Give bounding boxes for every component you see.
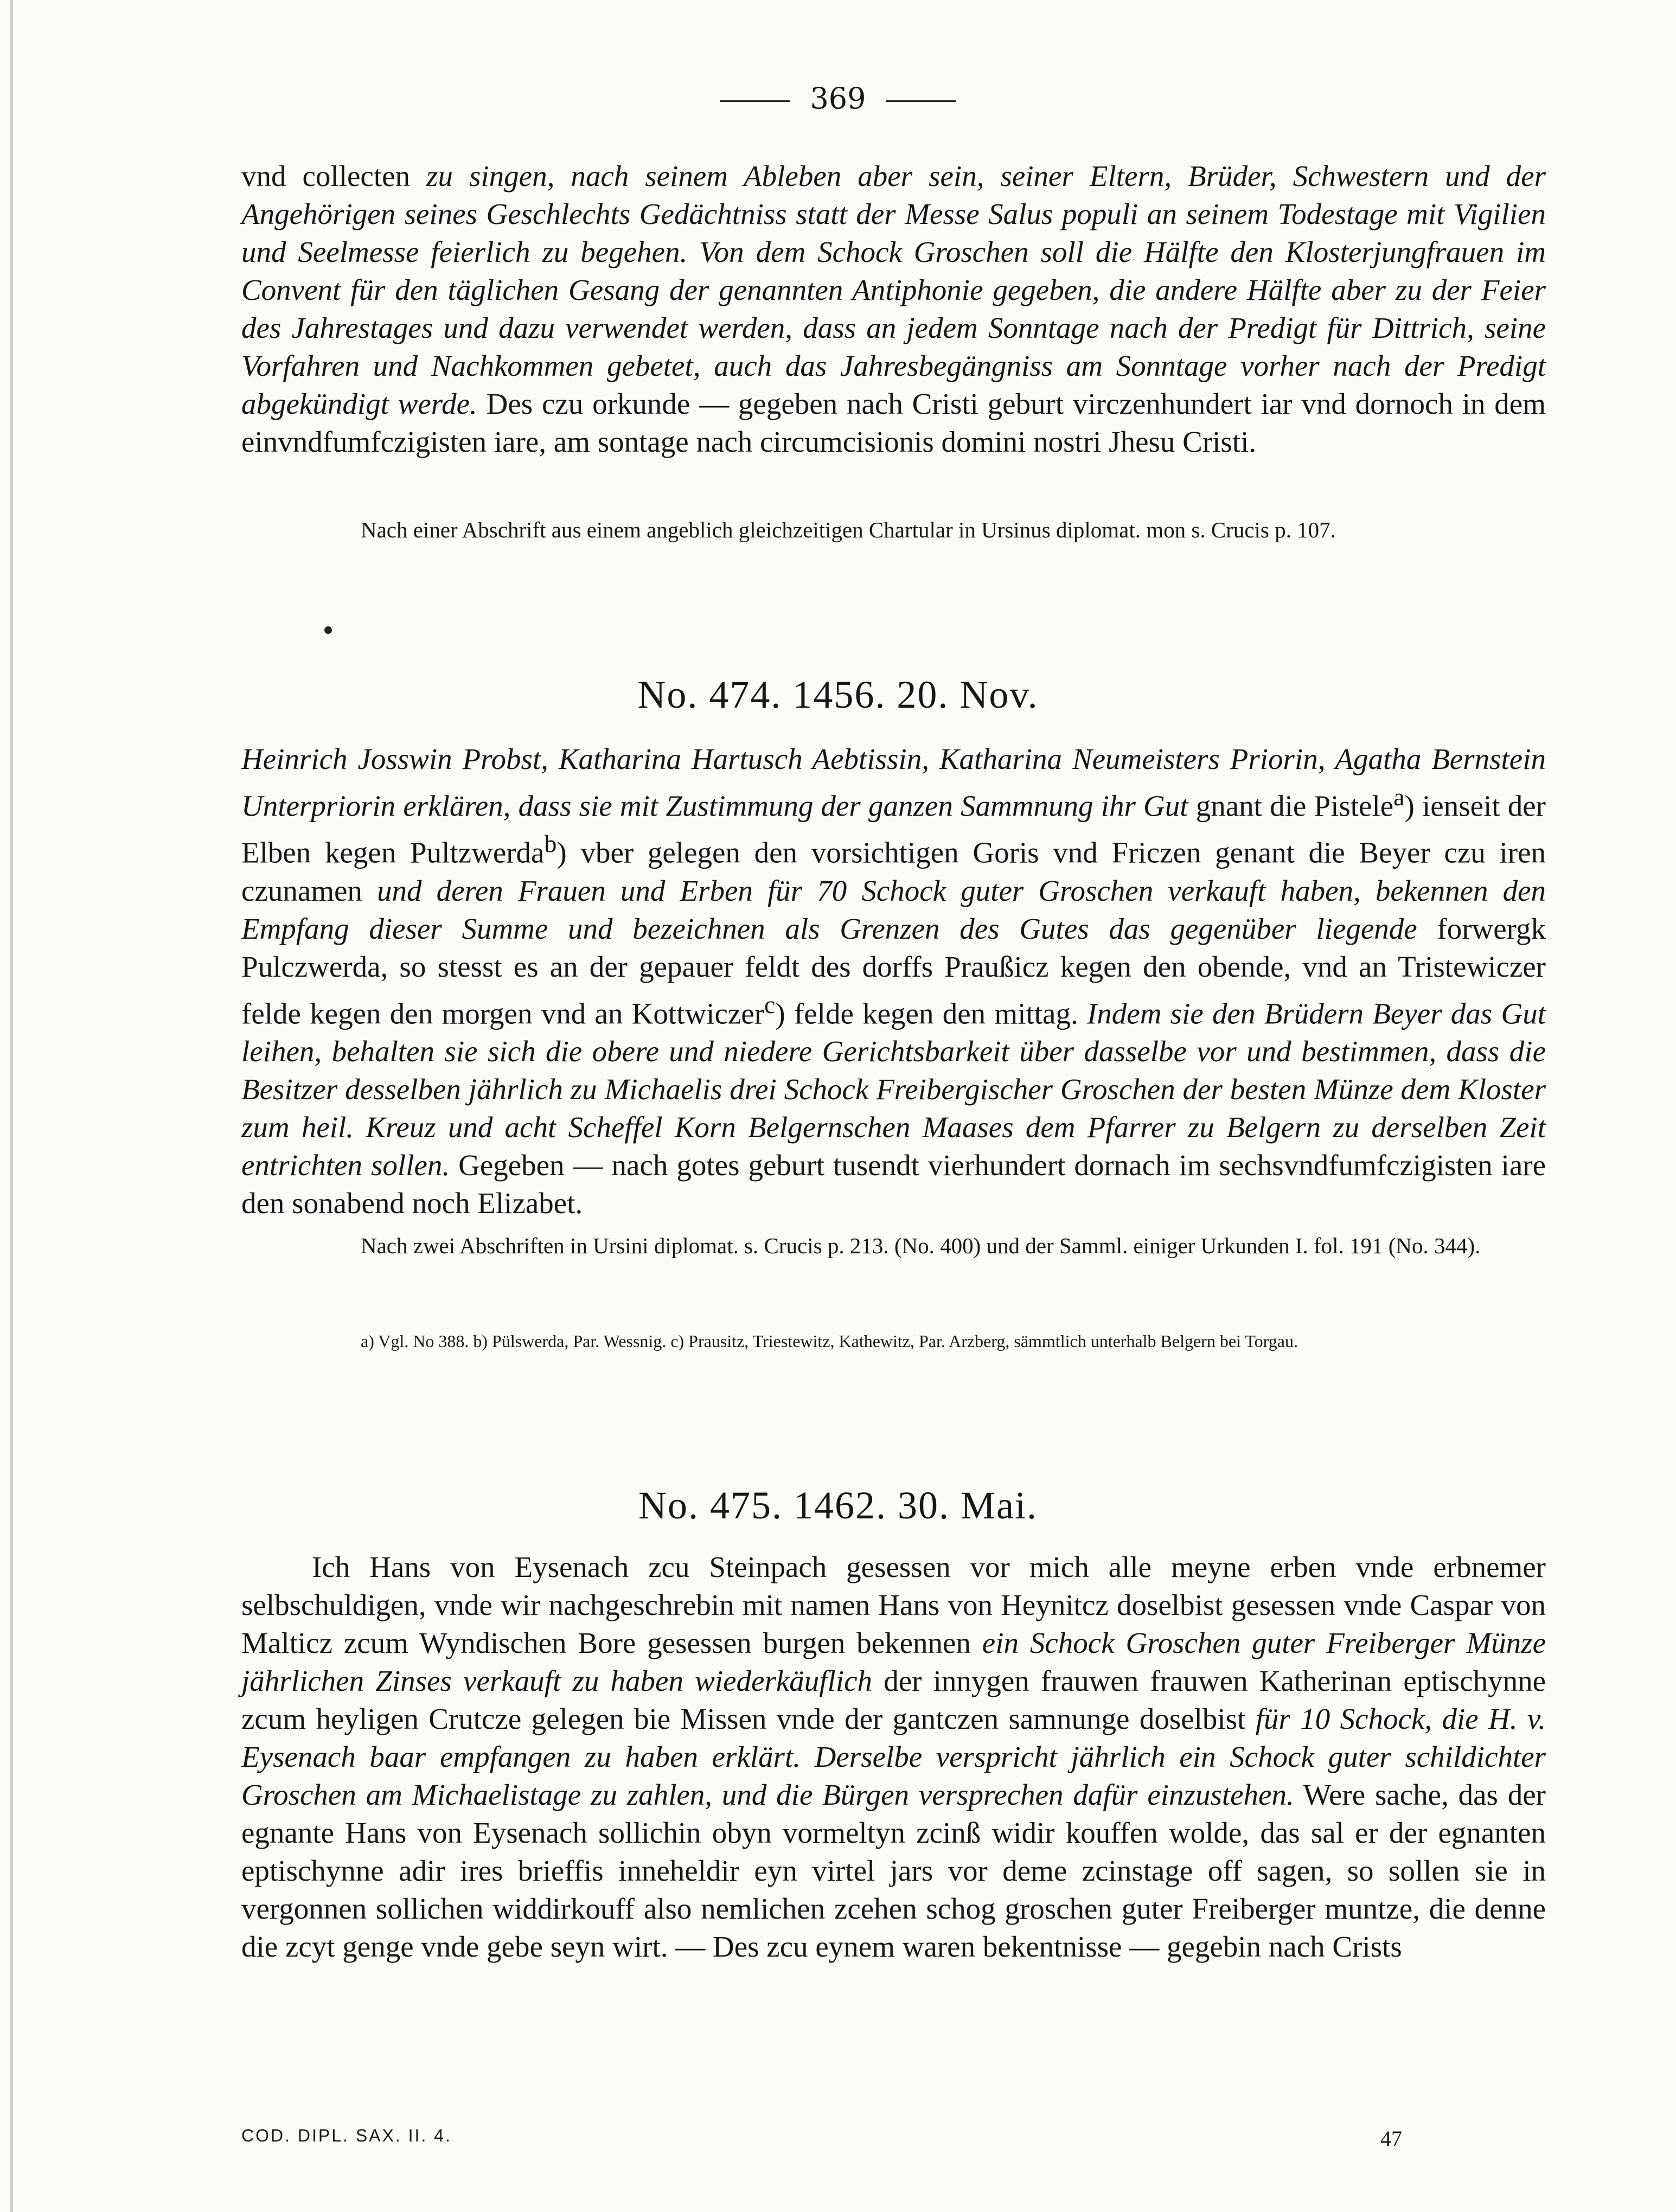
document-475-title: No. 475. 1462. 30. Mai. [638,1484,1038,1527]
italic-run: für 10 Schock, die H. v. Eysenach baar empfangen zu haben erklärt. Derselbe verspricht jährlich ein Schock guter schildichter Groschen am Michaelistage zu zahlen, und die Bürgen versprechen dafür einzustehen. [241,1702,1546,1811]
roman-run: vnd collecten [241,159,427,193]
roman-run: Were sache, das der egnante Hans von Eysenach sollichin obyn vormeltyn zcinß widir kouffen wolde, das sal er der egnanten eptischynne adir ires brieffis inneheldir eyn virtel jars vor deme zcinstage off sagen, so sollen sie in vergonnen sollichen widdirkouff also nemlichen zcehen schog groschen guter Freiberger muntze, die denne die zcyt genge vnde gebe seyn wirt. — Des zcu eynem waren bekentnisse — gegebin nach Crists [241,1778,1546,1963]
document-474-paragraph [241,740,1546,1222]
footnote-marker: c [764,990,776,1018]
page-number: 369 [810,81,866,116]
roman-run: Des czu orkunde — gegeben nach Cristi geburt virczenhundert iar vnd dornoch in dem einvndfumfczigisten iare, am sontage nach circumcisionis domini nostri Jhesu Cristi. [241,387,1546,458]
document-474-source-block [241,1231,1546,1260]
signature-mark: COD. DIPL. SAX. II. 4. [241,2126,452,2145]
roman-run: Gegeben — nach gotes geburt tusendt vierhundert dornach im sechsvndfumfczigisten iare den sonabend noch Elizabet. [241,1148,1546,1220]
document-475-paragraph [241,1548,1546,1966]
header-rule-left [720,100,790,102]
roman-run: ) felde kegen den mittag. [775,996,1087,1030]
document-475-body [241,1548,1546,1966]
page-edge-shadow [10,0,13,2212]
footnote-marker: b [544,830,557,858]
source-note: Nach einer Abschrift aus einem angeblich gleichzeitigen Chartular in Ursinus diplomat. mon s. Crucis p. 107. [361,517,1336,542]
document-474-footnotes-block [241,1329,1546,1354]
italic-run: Indem sie den Brüdern Beyer das Gut leihen, behalten sie sich die obere und niedere Gerichtsbarkeit über dasselbe vor und bestimmen, dass die Besitzer desselben jährlich zu Michaelis drei Schock Freibergischer Groschen der besten Münze dem Kloster zum heil. Kreuz und acht Scheffel Korn Belgernschen Maases dem Pfarrer zu Belgern zu derselben Zeit entrichten sollen. [241,996,1546,1182]
italic-run: ein Schock Groschen guter Freiberger Münze jährlichen Zinses verkauft zu haben wiederkäuflich [241,1626,1546,1697]
document-474-body [241,740,1546,1222]
document-474-title: No. 474. 1456. 20. Nov. [637,673,1039,716]
page-header [0,81,1676,116]
roman-run: ) ienseit der Elben kegen Pultzwerda [241,789,1546,869]
continued-paragraph [241,157,1546,461]
italic-run: zu singen, nach seinem Ableben aber sein, seiner Eltern, Brüder, Schwestern und der Angehörigen seines Geschlechts Gedächtniss statt der Messe Salus populi an seinem Todestage mit Vigilien und Seelmesse feierlich zu begehen. Von dem Schock Groschen soll die Hälfte den Klosterjungfrauen im Convent für den täglichen Gesang der genannten Antiphonie gegeben, die andere Hälfte aber zu der Feier des Jahrestages und dazu verwendet werden, dass an jedem Sonntage nach der Predigt für Dittrich, seine Vorfahren und Nachkommen gebetet, auch das Jahresbegängniss am Sonntage vorher nach der Predigt abgekündigt werde. [241,159,1546,420]
italic-run: und deren Frauen und Erben für 70 Schock guter Groschen verkauft haben, bekennen den Empfang dieser Summe und bezeichnen als Grenzen des Gutes das gegenüber liegende [241,874,1546,945]
roman-run: gnant die Pistele [1188,789,1394,823]
sheet-number: 47 [1380,2126,1402,2151]
continued-source-note-block [241,515,1546,544]
footnote-marker: a [1393,783,1405,811]
continued-document [241,157,1546,461]
roman-run: forwergk Pulczwerda, so stesst es an der gepauer feldt des dorffs Praußicz kegen den obende, vnd an Tristewiczer felde kegen den morgen vnd an Kottwiczer [241,912,1546,1030]
document-474-source-note: Nach zwei Abschriften in Ursini diplomat. s. Crucis p. 213. (No. 400) und der Samml. einiger Urkunden I. fol. 191 (No. 344). [361,1233,1481,1258]
ink-dot [324,626,332,634]
roman-run: ) vber gelegen den vorsichtigen Goris vnd Friczen genant die Beyer czu iren czunamen [241,836,1546,907]
page-footer [241,2126,1402,2151]
roman-run: der innygen frauwen frauwen Katherinan eptischynne zcum heyligen Crutcze gelegen bie Missen vnde der gantczen samnunge doselbist [241,1664,1546,1735]
document-474-footnotes: a) Vgl. No 388. b) Pülswerda, Par. Wessnig. c) Prausitz, Triestewitz, Kathewitz, Par. Arzberg, sämmtlich unterhalb Belgern bei Torgau. [361,1331,1298,1351]
roman-run: Ich Hans von Eysenach zcu Steinpach gesessen vor mich alle meyne erben vnde erbnemer selbschuldigen, vnde wir nachgeschrebin mit namen Hans von Heynitcz doselbist gesessen vnde Caspar von Malticz zcum Wyndischen Bore gesessen burgen bekennen [241,1550,1546,1659]
header-rule-right [886,100,956,102]
italic-run: Heinrich Josswin Probst, Katharina Hartusch Aebtissin, Katharina Neumeisters Priorin, Agatha Bernstein Unterpriorin erklären, dass sie mit Zustimmung der ganzen Sammnung ihr Gut [241,742,1546,823]
